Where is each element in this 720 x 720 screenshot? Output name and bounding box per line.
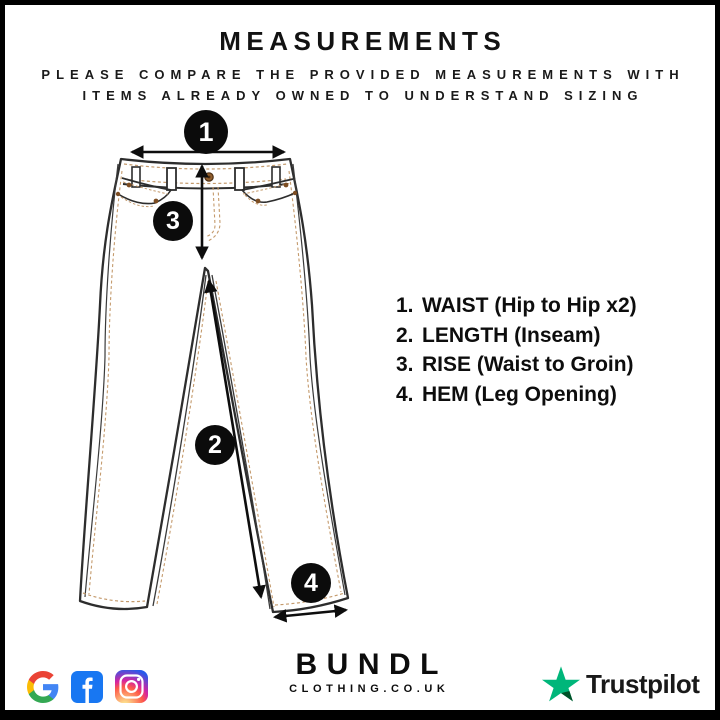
badge-number: 2 (208, 430, 222, 459)
legend-number: 2. (396, 323, 414, 347)
measurement-badge-length (195, 425, 235, 465)
legend-item (396, 321, 637, 351)
social-icons (27, 670, 148, 703)
legend-item (396, 291, 637, 321)
instagram-icon (115, 670, 148, 703)
badge-number: 3 (166, 206, 180, 235)
jeans-drawing (80, 159, 348, 612)
legend-label: LENGTH (Inseam) (422, 323, 601, 347)
legend-item (396, 380, 637, 410)
badge-number: 1 (198, 116, 214, 147)
trustpilot-wordmark: Trustpilot (586, 669, 700, 699)
legend-label: RISE (Waist to Groin) (422, 353, 634, 376)
subtitle-line-1: PLEASE COMPARE THE PROVIDED MEASUREMENTS WITH (41, 67, 685, 82)
legend-item (396, 350, 637, 380)
trustpilot-star-icon (542, 666, 580, 703)
page-title: MEASUREMENTS (219, 26, 507, 56)
legend-number: 1. (396, 294, 414, 317)
google-icon (27, 671, 59, 703)
brand-domain: CLOTHING.CO.UK (289, 683, 450, 695)
legend-number: 4. (396, 382, 414, 406)
brand-logo (267, 648, 467, 695)
legend-number: 3. (396, 353, 414, 376)
subtitle-line-2: ITEMS ALREADY OWNED TO UNDERSTAND SIZING (82, 88, 644, 103)
trustpilot-logo (542, 666, 699, 703)
measurement-badge-hem (291, 563, 331, 603)
brand-name: BUNDL (295, 648, 448, 681)
measurement-badge-rise (153, 201, 193, 241)
badge-number: 4 (304, 568, 318, 597)
measurement-badge-waist (184, 110, 228, 154)
measurement-legend (396, 291, 637, 409)
legend-label: HEM (Leg Opening) (422, 382, 617, 406)
legend-label: WAIST (Hip to Hip x2) (422, 294, 637, 317)
facebook-icon (71, 671, 103, 703)
